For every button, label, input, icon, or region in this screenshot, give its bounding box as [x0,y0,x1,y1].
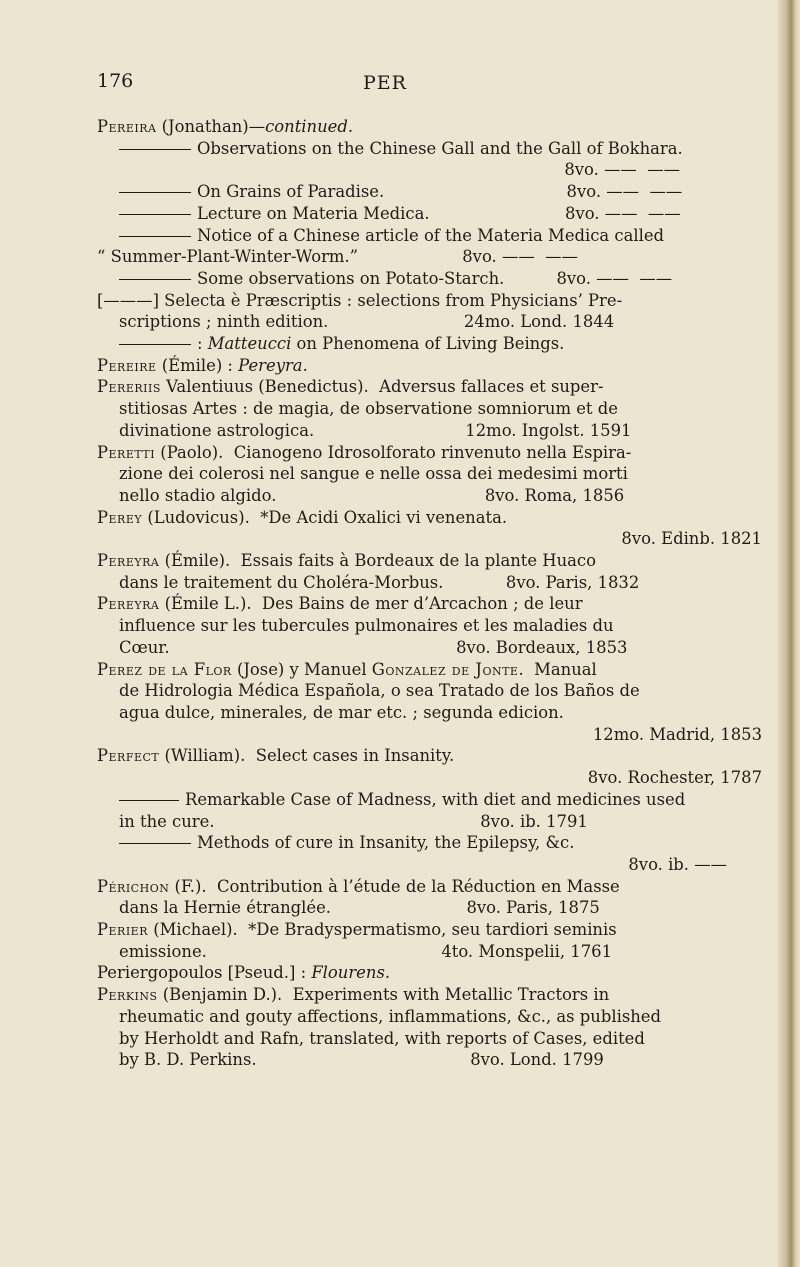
entry-heading: Pereyra [97,551,160,571]
text-line [97,376,762,398]
entry-heading: Pereriis [97,377,161,397]
entry-text: (Jonathan)— [156,117,266,136]
entry-text: (Émile) : [156,355,239,375]
entry-text: (Paolo). Cianogeno Idrosolforato rinvenuto nella Espira- [155,442,632,462]
entry-text: Periergopoulos [Pseud.] : [97,963,312,983]
text-line [97,333,762,355]
text-line [97,290,762,312]
entry-text: 8vo. Edinb. 1821 [621,529,762,549]
entry-text: dans le traitement du Choléra-Morbus. 8vo. Paris, 1832 [119,572,640,592]
text-line [97,680,762,702]
entry-heading: Pereire [97,355,157,375]
entry-text: [———] Selecta è Præscriptis : selections from Physicians’ Pre- [97,290,623,310]
entry-text: : [197,334,208,354]
entry-heading: Perier [97,920,148,940]
entry-heading: Pereyra [97,594,160,614]
entry-text: Methods of cure in Insanity, the Epilepsy, &c. [197,833,575,853]
entry-heading: Périchon [97,876,170,896]
text-line [97,659,762,681]
text-line [97,811,762,833]
entry-text: 8vo. —— —— [564,160,680,180]
entry-text: Remarkable Case of Madness, with diet and medicines used [185,789,686,809]
entry-text: rheumatic and gouty affections, inflammations, &c., as published [119,1006,661,1026]
entry-text: on Phenomena of Living Beings. [291,334,565,354]
text-line [97,268,762,290]
entry-text: continued. [265,117,354,136]
entry-heading: Perkins [97,985,158,1005]
text-line [97,442,762,464]
entry-text: zione dei colerosi nel sangue e nelle ossa dei medesimi morti [119,464,628,484]
text-line [97,246,762,268]
entry-text: Some observations on Potato-Starch. 8vo. —— —— [197,268,673,288]
entry-text: nello stadio algido. 8vo. Roma, 1856 [119,485,625,505]
entry-text: Matteucci [207,334,292,354]
text-line [97,507,762,529]
text-line [97,832,762,854]
entry-text: Notice of a Chinese article of the Materia Medica called [197,225,665,245]
text-line [97,724,762,746]
entry-text: (Émile L.). Des Bains de mer d’Arcachon ; de leur [159,594,583,614]
entry-text: influence sur les tubercules pulmonaires et les maladies du [119,616,614,636]
entry-text: (Michael). *De Bradyspermatismo, seu tardiori seminis [148,920,617,940]
ditto-rule [119,800,179,801]
text-line [97,984,762,1006]
text-line [97,745,762,767]
entry-text: On Grains of Paradise. 8vo. —— —— [197,182,683,202]
running-head: PER [363,72,407,94]
text-line [97,550,762,572]
text-line [97,854,762,876]
text-line [97,767,762,789]
text-line [97,528,762,550]
text-line [97,789,762,811]
ditto-rule [119,192,191,193]
entry-text: Observations on the Chinese Gall and the Gall of Bokhara. [197,138,683,158]
entry-text: 8vo. Rochester, 1787 [587,768,762,788]
text-line [97,572,762,594]
entry-text: (F.). Contribution à l’étude de la Réduction en Masse [169,876,620,896]
entry-heading: Pereira [97,117,157,136]
text-line [97,398,762,420]
text-line [97,615,762,637]
entry-text: (Jose) y Manuel [231,659,372,679]
entry-heading: Perey [97,507,143,527]
text-line [97,962,762,984]
entry-text: Valentiuus (Benedictus). Adversus fallaces et super- [160,377,604,397]
ditto-rule [119,236,191,237]
text-line [97,637,762,659]
entry-text: (Benjamin D.). Experiments with Metallic Tractors in [157,985,610,1005]
entry-text: 12mo. Madrid, 1853 [592,724,762,744]
entry-text: Lecture on Materia Medica. 8vo. —— —— [197,203,681,223]
entry-text: (William). Select cases in Insanity. [159,746,455,766]
entry-text: scriptions ; ninth edition. 24mo. Lond. 1844 [119,312,615,332]
ditto-rule [119,344,191,345]
bibliography-text [97,116,762,1071]
entry-heading: Perfect [97,746,160,766]
entry-heading: Perez de la Flor [97,659,232,679]
entry-text: 8vo. ib. —— [628,854,727,874]
text-line [97,355,762,377]
entry-text: divinatione astrologica. 12mo. Ingolst. 1591 [119,420,632,440]
text-line [97,1028,762,1050]
text-line [97,593,762,615]
text-line [97,225,762,247]
text-line [97,159,762,181]
text-line [97,181,762,203]
entry-text: (Émile). Essais faits à Bordeaux de la plante Huaco [159,551,596,571]
entry-text: de Hidrologia Médica Española, o sea Tratado de los Baños de [119,681,640,701]
entry-text: emissione. 4to. Monspelii, 1761 [119,941,613,961]
text-line [97,1049,762,1071]
page-number: 176 [97,70,134,92]
entry-heading: Gonzalez de Jonte [371,659,519,679]
text-line [97,919,762,941]
entry-text: in the cure. 8vo. ib. 1791 [119,811,588,831]
entry-text: by B. D. Perkins. 8vo. Lond. 1799 [119,1050,604,1070]
entry-heading: Peretti [97,442,156,462]
text-line [97,463,762,485]
entry-text: “ Summer-Plant-Winter-Worm.” 8vo. —— —— [97,247,578,267]
entry-text: stitiosas Artes : de magia, de observatione somniorum et de [119,399,618,419]
text-line [97,138,762,160]
text-line [97,203,762,225]
entry-text: (Ludovicus). *De Acidi Oxalici vi venenata. [142,507,508,527]
entry-text: dans la Hernie étranglée. 8vo. Paris, 1875 [119,898,600,918]
text-line [97,702,762,724]
text-line [97,897,762,919]
ditto-rule [119,279,191,280]
text-line [97,311,762,333]
entry-text: Flourens. [311,963,391,983]
text-line [97,116,762,138]
entry-text: Cœur. 8vo. Bordeaux, 1853 [119,637,628,657]
ditto-rule [119,214,191,215]
entry-text: Pereyra. [238,355,308,375]
ditto-rule [119,149,191,150]
page-edge-shadow [778,0,800,1267]
text-line [97,1006,762,1028]
ditto-rule [119,843,191,844]
entry-text: agua dulce, minerales, de mar etc. ; segunda edicion. [119,702,564,722]
entry-text: . Manual [518,659,597,679]
text-line [97,876,762,898]
entry-text: by Herholdt and Rafn, translated, with reports of Cases, edited [119,1028,645,1048]
text-line [97,420,762,442]
text-line [97,485,762,507]
text-line [97,941,762,963]
